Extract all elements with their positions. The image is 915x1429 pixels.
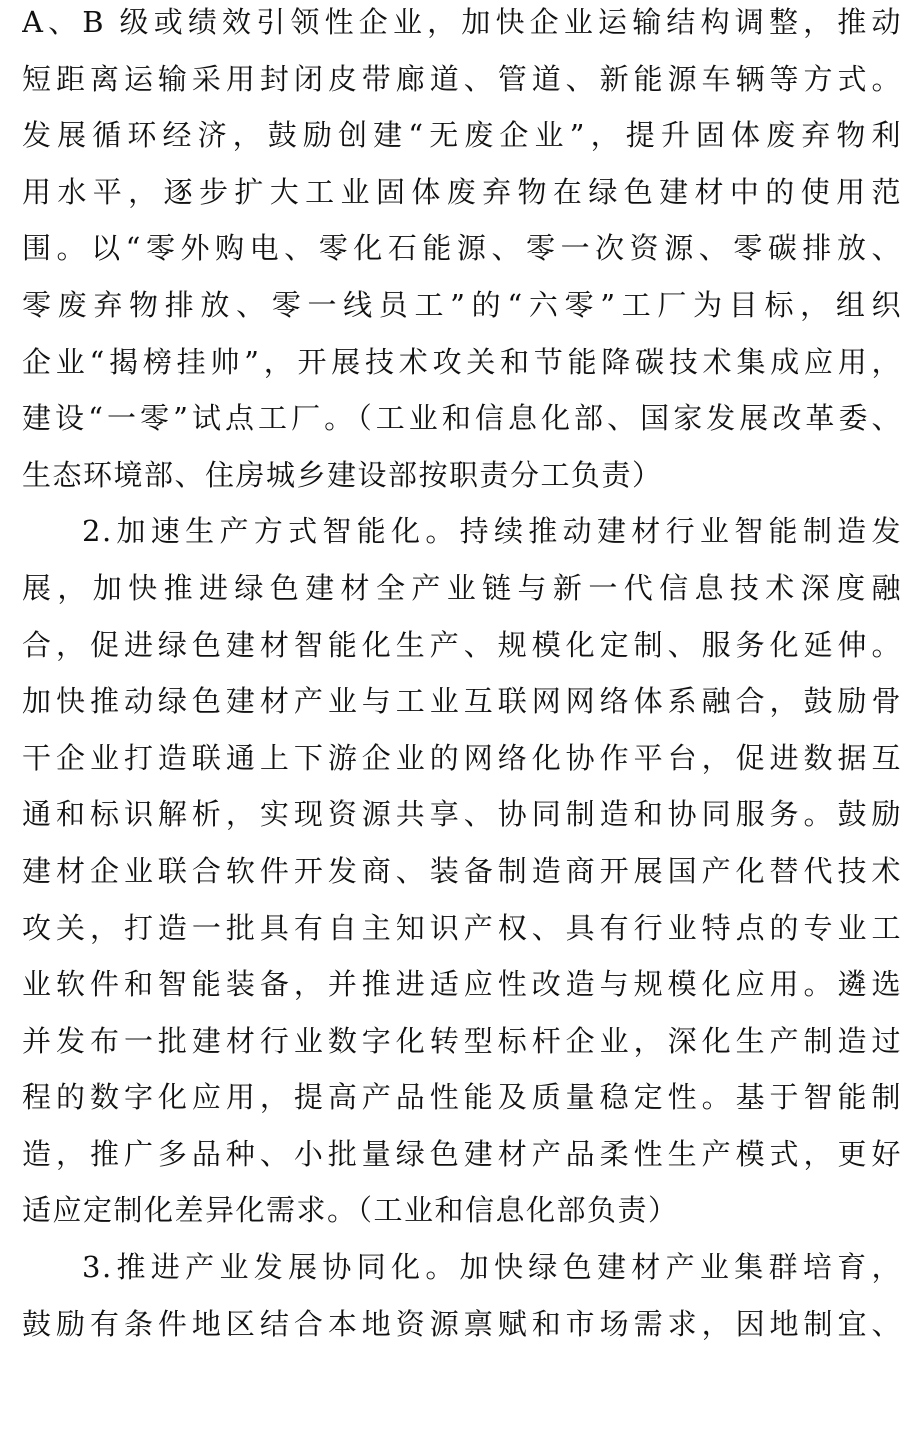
text-line: 鼓励有条件地区结合本地资源禀赋和市场需求，因地制宜、 (22, 1306, 902, 1341)
text-line: 围。以“零外购电、零化石能源、零一次资源、零碳排放、 (22, 231, 902, 266)
text-line: 程的数字化应用，提高产品性能及质量稳定性。基于智能制 (22, 1080, 902, 1115)
text-line: 企业“揭榜挂帅”，开展技术攻关和节能降碳技术集成应用， (22, 344, 902, 379)
text-line: 攻关，打造一批具有自主知识产权、具有行业特点的专业工 (22, 910, 902, 945)
text-line: 2.加速生产方式智能化。持续推动建材行业智能制造发 (82, 514, 902, 549)
text-line: 零废弃物排放、零一线员工”的“六零”工厂为目标，组织 (22, 287, 902, 322)
text-line: 建设“一零”试点工厂。（工业和信息化部、国家发展改革委、 (22, 401, 902, 436)
text-line: 短距离运输采用封闭皮带廊道、管道、新能源车辆等方式。 (22, 61, 902, 96)
text-line: A、B 级或绩效引领性企业，加快企业运输结构调整，推动 (22, 5, 902, 39)
text-line: 建材企业联合软件开发商、装备制造商开展国产化替代技术 (22, 853, 902, 888)
text-line: 生态环境部、住房城乡建设部按职责分工负责） (22, 457, 663, 492)
text-line: 用水平，逐步扩大工业固体废弃物在绿色建材中的使用范 (22, 174, 902, 209)
text-line: 适应定制化差异化需求。（工业和信息化部负责） (22, 1193, 679, 1228)
text-line: 业软件和智能装备，并推进适应性改造与规模化应用。遴选 (22, 967, 902, 1002)
text-line: 发展循环经济，鼓励创建“无废企业”，提升固体废弃物利 (22, 118, 902, 153)
text-line: 合，促进绿色建材智能化生产、规模化定制、服务化延伸。 (22, 627, 902, 662)
text-line: 并发布一批建材行业数字化转型标杆企业，深化生产制造过 (22, 1023, 902, 1058)
text-line: 展，加快推进绿色建材全产业链与新一代信息技术深度融 (22, 570, 902, 605)
document-page (22, 0, 902, 1352)
text-line: 3.推进产业发展协同化。加快绿色建材产业集群培育， (82, 1250, 902, 1285)
text-line: 通和标识解析，实现资源共享、协同制造和协同服务。鼓励 (22, 797, 902, 832)
text-line: 造，推广多品种、小批量绿色建材产品柔性生产模式，更好 (22, 1136, 902, 1171)
text-line: 干企业打造联通上下游企业的网络化协作平台，促进数据互 (22, 740, 902, 775)
text-line: 加快推动绿色建材产业与工业互联网网络体系融合，鼓励骨 (22, 684, 902, 719)
